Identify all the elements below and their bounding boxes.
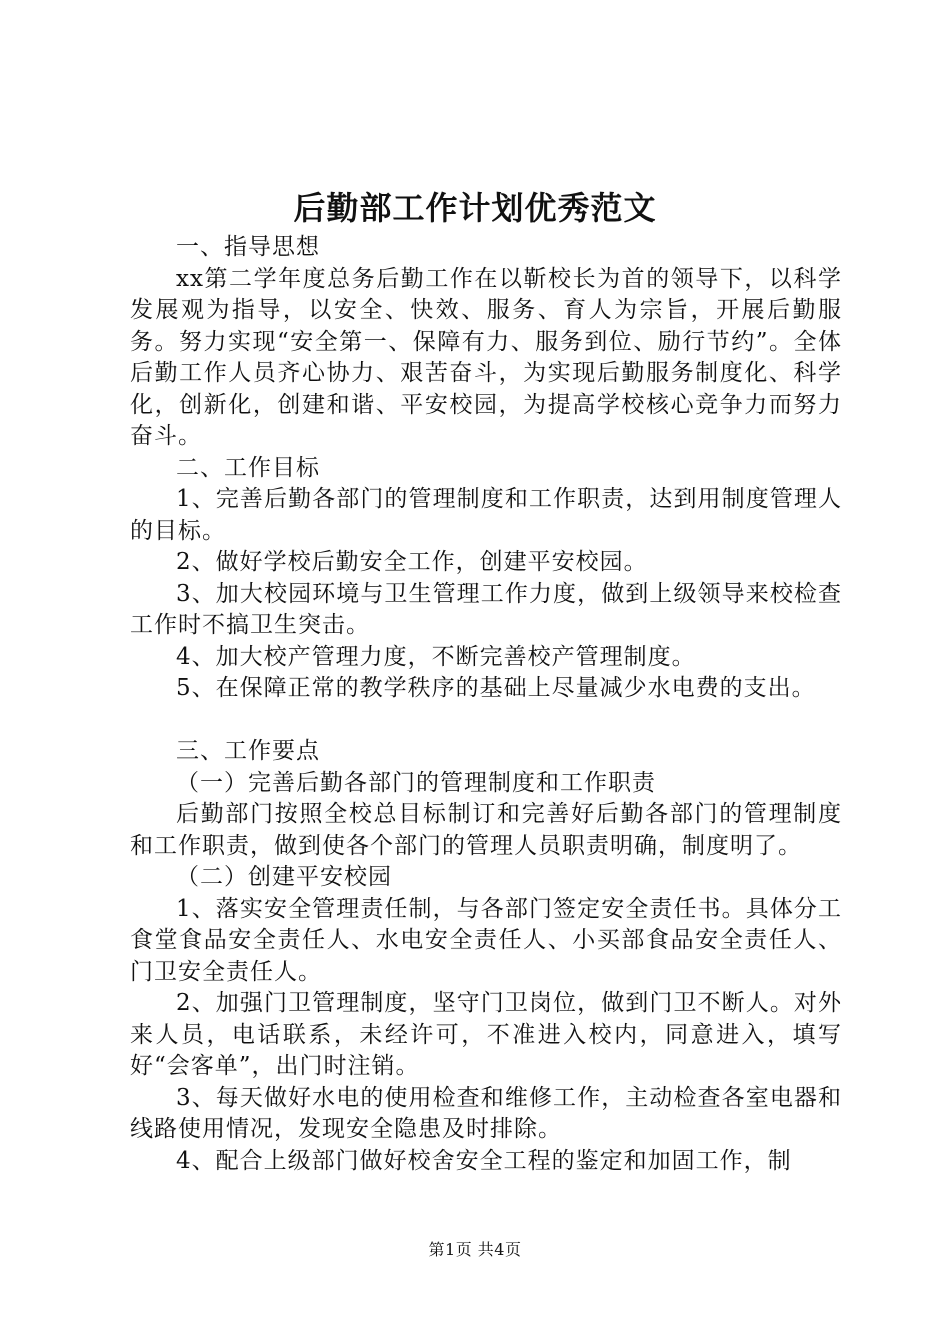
goal-item-2: 2、做好学校后勤安全工作，创建平安校园。 <box>176 549 648 575</box>
section-heading-guiding-thought: 一、指导思想 <box>176 234 320 260</box>
section-heading-work-goals: 二、工作目标 <box>176 454 320 481</box>
point-item-3: 3、每天做好水电的使用检查和维修工作，主动检查各室电器和线路使用情况，发现安全隐患及时排除。 <box>130 1084 842 1142</box>
document-title: 后勤部工作计划优秀范文 <box>293 189 657 227</box>
subsection-heading-2: （二）创建平安校园 <box>176 864 392 890</box>
body-paragraph: xx第二学年度总务后勤工作在以靳校长为首的领导下，以科学发展观为指导，以安全、快效、服务、育人为宗旨，开展后勤服务。努力实现“安全第一、保障有力、服务到位、励行节约”。全体后勤工作人员齐心协力、艰苦奋斗，为实现后勤服务制度化、科学化，创新化，创建和谐、平安校园，为提高学校核心竞争力而努力奋斗。 <box>130 265 842 449</box>
subsection-heading-1: （一）完善后勤各部门的管理制度和工作职责 <box>176 769 656 796</box>
goal-item-3: 3、加大校园环境与卫生管理工作力度，做到上级领导来校检查工作时不搞卫生突击。 <box>130 580 842 638</box>
point-item-4: 4、配合上级部门做好校舍安全工程的鉴定和加固工作，制 <box>176 1147 792 1174</box>
body-paragraph: 后勤部门按照全校总目标制订和完善好后勤各部门的管理制度和工作职责，做到使各个部门的管理人员职责明确，制度明了。 <box>130 801 842 859</box>
page-number-footer: 第1页 共4页 <box>428 1240 522 1259</box>
point-item-1: 1、落实安全管理责任制，与各部门签定安全责任书。具体分工食堂食品安全责任人、水电安全责任人、小买部食品安全责任人、门卫安全责任人。 <box>130 895 842 985</box>
section-heading-work-points: 三、工作要点 <box>176 738 320 764</box>
goal-item-5: 5、在保障正常的教学秩序的基础上尽量减少水电费的支出。 <box>176 675 816 701</box>
goal-item-1: 1、完善后勤各部门的管理制度和工作职责，达到用制度管理人的目标。 <box>130 486 842 544</box>
goal-item-4: 4、加大校产管理力度，不断完善校产管理制度。 <box>176 643 696 670</box>
blank-line <box>130 705 842 737</box>
point-item-2: 2、加强门卫管理制度，坚守门卫岗位，做到门卫不断人。对外来人员，电话联系，未经许可，不准进入校内，同意进入，填写好“会客单”，出门时注销。 <box>130 990 842 1079</box>
document-body <box>130 232 842 1177</box>
